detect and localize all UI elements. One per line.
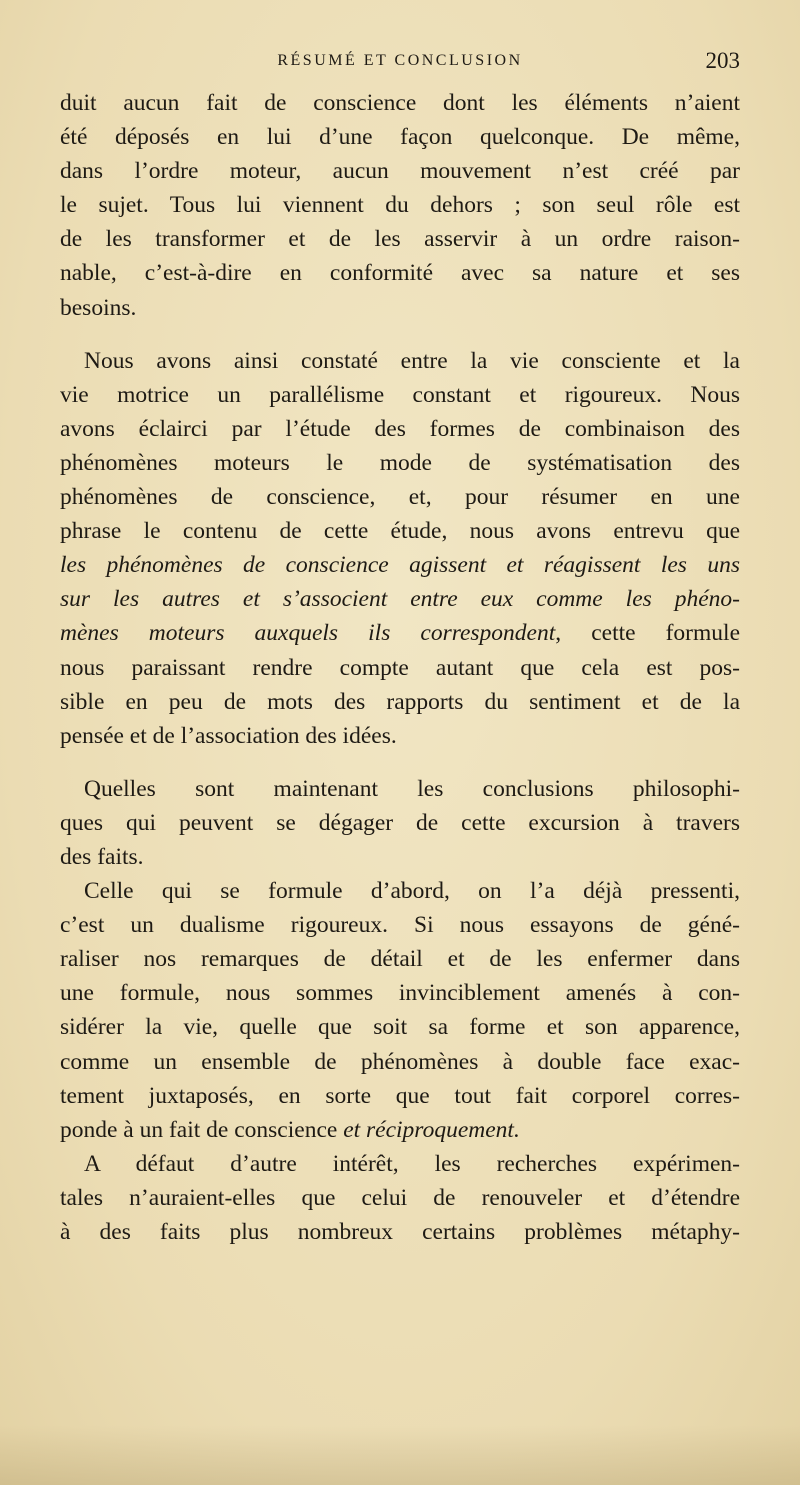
text-line: été déposés en lui d’une façon quelconque. De même, xyxy=(60,124,740,151)
text-line: Quelles sont maintenant les conclusions philosophi- xyxy=(84,775,740,802)
text-line: dans l’ordre moteur, aucun mouvement n’est créé par xyxy=(60,158,740,185)
text-line: phénomènes de conscience, et, pour résumer en une xyxy=(60,484,740,511)
paragraph-5 xyxy=(60,1147,740,1249)
text-line: des faits. xyxy=(60,843,144,870)
text-line: A défaut d’autre intérêt, les recherches expérimen- xyxy=(84,1150,740,1177)
text-line: duit aucun fait de conscience dont les éléments n’aient xyxy=(60,90,740,116)
text-line: tales n’auraient-elles que celui de renouveler et d’étendre xyxy=(60,1184,740,1211)
text-line xyxy=(60,1113,740,1147)
italic-text-line: les phénomènes de conscience agissent et réagissent les uns xyxy=(60,552,740,579)
text-line: une formule, nous sommes invinciblement amenés à con- xyxy=(60,980,740,1007)
paragraph-3 xyxy=(60,772,740,874)
text-line: Nous avons ainsi constaté entre la vie consciente et la xyxy=(84,347,740,374)
text-line: ques qui peuvent se dégager de cette excursion à travers xyxy=(60,809,740,836)
text-span: , cette formule xyxy=(555,620,740,647)
running-title: RÉSUMÉ ET CONCLUSION xyxy=(277,52,523,69)
running-head xyxy=(60,48,740,78)
text-line: Celle qui se formule d’abord, on l’a déjà pressenti, xyxy=(84,878,740,905)
text-line: c’est un dualisme rigoureux. Si nous essayons de géné- xyxy=(60,912,740,939)
text-line: le sujet. Tous lui viennent du dehors ; son seul rôle est xyxy=(60,192,740,219)
text-line: avons éclairci par l’étude des formes de combinaison des xyxy=(60,415,740,442)
text-line: phrase le contenu de cette étude, nous avons entrevu que xyxy=(60,518,740,545)
text-line: pensée et de l’association des idées. xyxy=(60,722,397,749)
italic-phrase: mènes moteurs auxquels ils correspondent xyxy=(60,620,556,647)
paragraph-4 xyxy=(60,874,740,1147)
text-line: à des faits plus nombreux certains problèmes métaphy- xyxy=(60,1219,740,1245)
italic-text-line: sur les autres et s’associent entre eux comme les phéno- xyxy=(60,586,740,613)
text-line: de les transformer et de les asservir à un ordre raison- xyxy=(60,226,740,253)
page-number: 203 xyxy=(705,48,740,73)
text-line: vie motrice un parallélisme constant et rigoureux. Nous xyxy=(60,381,740,408)
paragraph-1 xyxy=(60,86,740,325)
text-line: raliser nos remarques de détail et de les enfermer dans xyxy=(60,946,740,973)
text-line: nous paraissant rendre compte autant que cela est pos- xyxy=(60,654,740,681)
text-line: comme un ensemble de phénomènes à double face exac- xyxy=(60,1048,740,1075)
text-line: tement juxtaposés, en sorte que tout fait corporel corres- xyxy=(60,1082,740,1109)
paragraph-2 xyxy=(60,344,740,753)
text-line: sidérer la vie, quelle que soit sa forme et son apparence, xyxy=(60,1014,740,1041)
page-bottom-shadow xyxy=(0,1425,800,1485)
text-span: ponde à un fait de conscience xyxy=(60,1116,344,1143)
body-text xyxy=(60,86,740,1249)
text-line: phénomènes moteurs le mode de systématisation des xyxy=(60,449,740,476)
text-line: nable, c’est-à-dire en conformité avec sa nature et ses xyxy=(60,260,740,287)
text-line: besoins. xyxy=(60,294,137,321)
text-line: sible en peu de mots des rapports du sentiment et de la xyxy=(60,688,740,715)
text-line xyxy=(60,616,740,650)
italic-phrase: et réciproquement. xyxy=(343,1116,520,1143)
